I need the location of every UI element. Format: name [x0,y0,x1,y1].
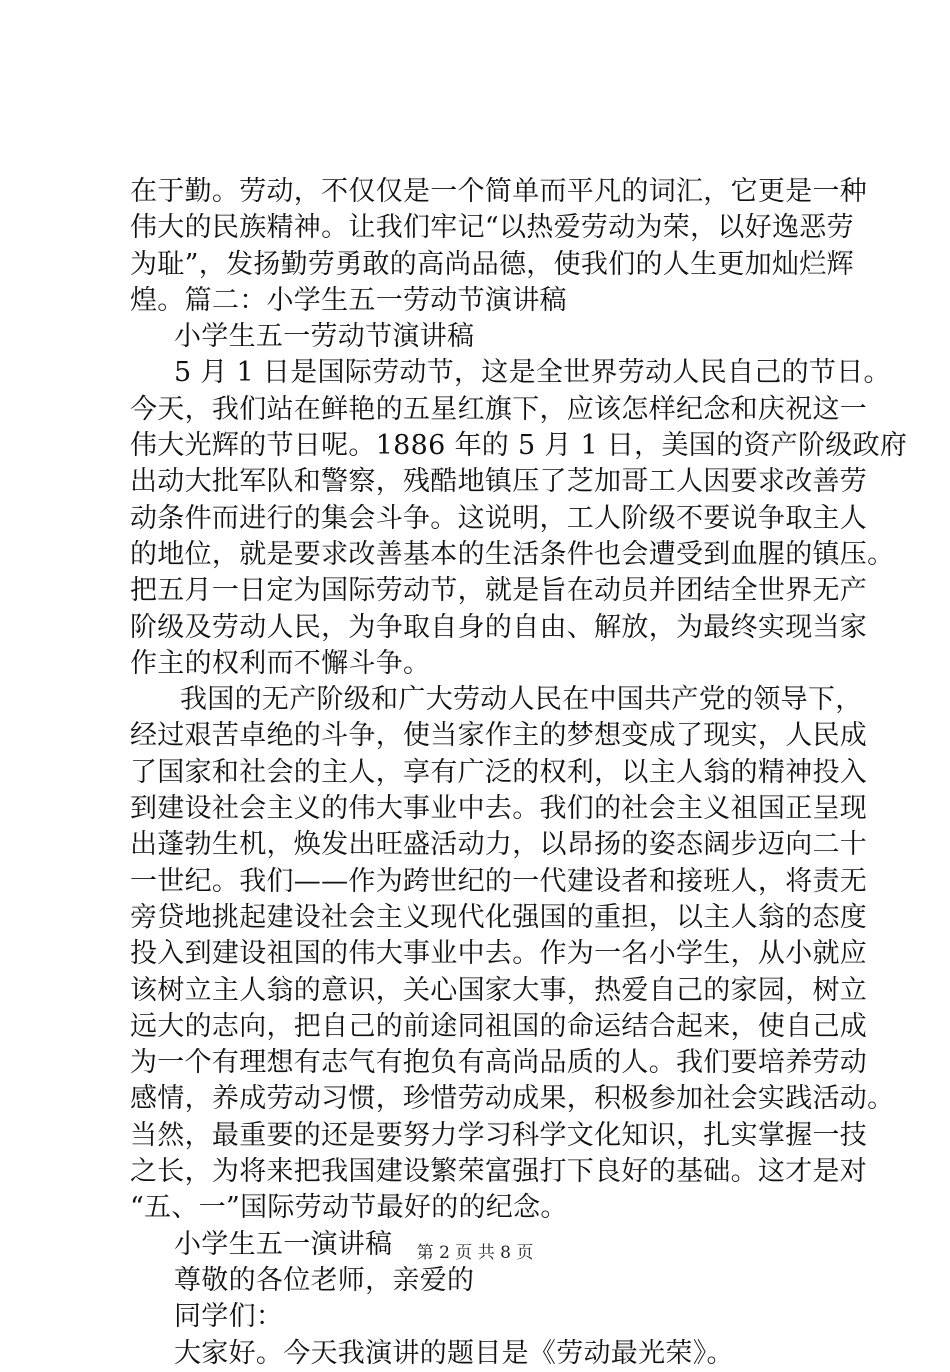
text-line: 今天，我们站在鲜艳的五星红旗下，应该怎样纪念和庆祝这一 [130,393,868,425]
text-line: 同学们： [174,1301,284,1333]
text-line: 大家好。今天我演讲的题目是《劳动最光荣》。 [174,1337,734,1369]
text-line: 尊敬的各位老师，亲爱的 [174,1264,475,1296]
text-line: 之长，为将来把我国建设繁荣富强打下良好的基础。这才是对 [130,1156,868,1188]
page-footer: 第 2 页 共 8 页 [416,1243,534,1263]
text-line: 了国家和社会的主人，享有广泛的权利，以主人翁的精神投入 [130,756,868,788]
text-line: 的地位，就是要求改善基本的生活条件也会遭受到血腥的镇压。 [130,538,895,570]
text-line: 作主的权利而不懈斗争。 [130,647,431,679]
text-line: 动条件而进行的集会斗争。这说明，工人阶级不要说争取主人 [130,502,868,534]
document-body [130,174,908,1372]
text-line: 小学生五一演讲稿 [174,1228,393,1260]
text-line: 到建设社会主义的伟大事业中去。我们的社会主义祖国正呈现 [130,793,868,825]
text-line: 伟大的民族精神。让我们牢记“以热爱劳动为荣，以好逸恶劳 [130,212,854,244]
text-line: 我国的无产阶级和广大劳动人民在中国共产党的领导下， [180,684,863,716]
text-line: “五、一”国际劳动节最好的的纪念。 [130,1192,568,1224]
text-line: 投入到建设祖国的伟大事业中去。作为一名小学生，从小就应 [130,938,868,970]
text-line: 旁贷地挑起建设社会主义现代化强国的重担，以主人翁的态度 [130,901,868,933]
text-line: 该树立主人翁的意识，关心国家大事，热爱自己的家园，树立 [130,974,868,1006]
text-line: 为一个有理想有志气有抱负有高尚品质的人。我们要培养劳动 [130,1047,868,1079]
text-line: 伟大光辉的节日呢。1886 年的 5 月 1 日，美国的资产阶级政府 [130,430,908,462]
text-line: 5 月 1 日是国际劳动节，这是全世界劳动人民自己的节日。 [174,357,891,389]
text-line: 出蓬勃生机，焕发出旺盛活动力，以昂扬的姿态阔步迈向二十 [130,829,868,861]
text-line: 为耻”，发扬勤劳勇敢的高尚品德，使我们的人生更加灿烂辉 [130,248,854,280]
text-line: 把五月一日定为国际劳动节，就是旨在动员并团结全世界无产 [130,575,868,607]
text-line: 一世纪。我们——作为跨世纪的一代建设者和接班人，将责无 [130,865,868,897]
text-line: 小学生五一劳动节演讲稿 [174,321,475,353]
text-line: 当然，最重要的还是要努力学习科学文化知识，扎实掌握一技 [130,1119,868,1151]
text-line: 煌。篇二：小学生五一劳动节演讲稿 [130,284,567,316]
text-line: 远大的志向，把自己的前途同祖国的命运结合起来，使自己成 [130,1010,868,1042]
text-line: 在于勤。劳动，不仅仅是一个简单而平凡的词汇，它更是一种 [130,176,868,207]
text-line: 感情，养成劳动习惯，珍惜劳动成果，积极参加社会实践活动。 [130,1083,895,1115]
text-line: 阶级及劳动人民，为争取自身的自由、解放，为最终实现当家 [130,611,868,643]
text-line: 出动大批军队和警察，残酷地镇压了芝加哥工人因要求改善劳 [130,466,868,498]
text-line: 经过艰苦卓绝的斗争，使当家作主的梦想变成了现实，人民成 [130,720,868,752]
